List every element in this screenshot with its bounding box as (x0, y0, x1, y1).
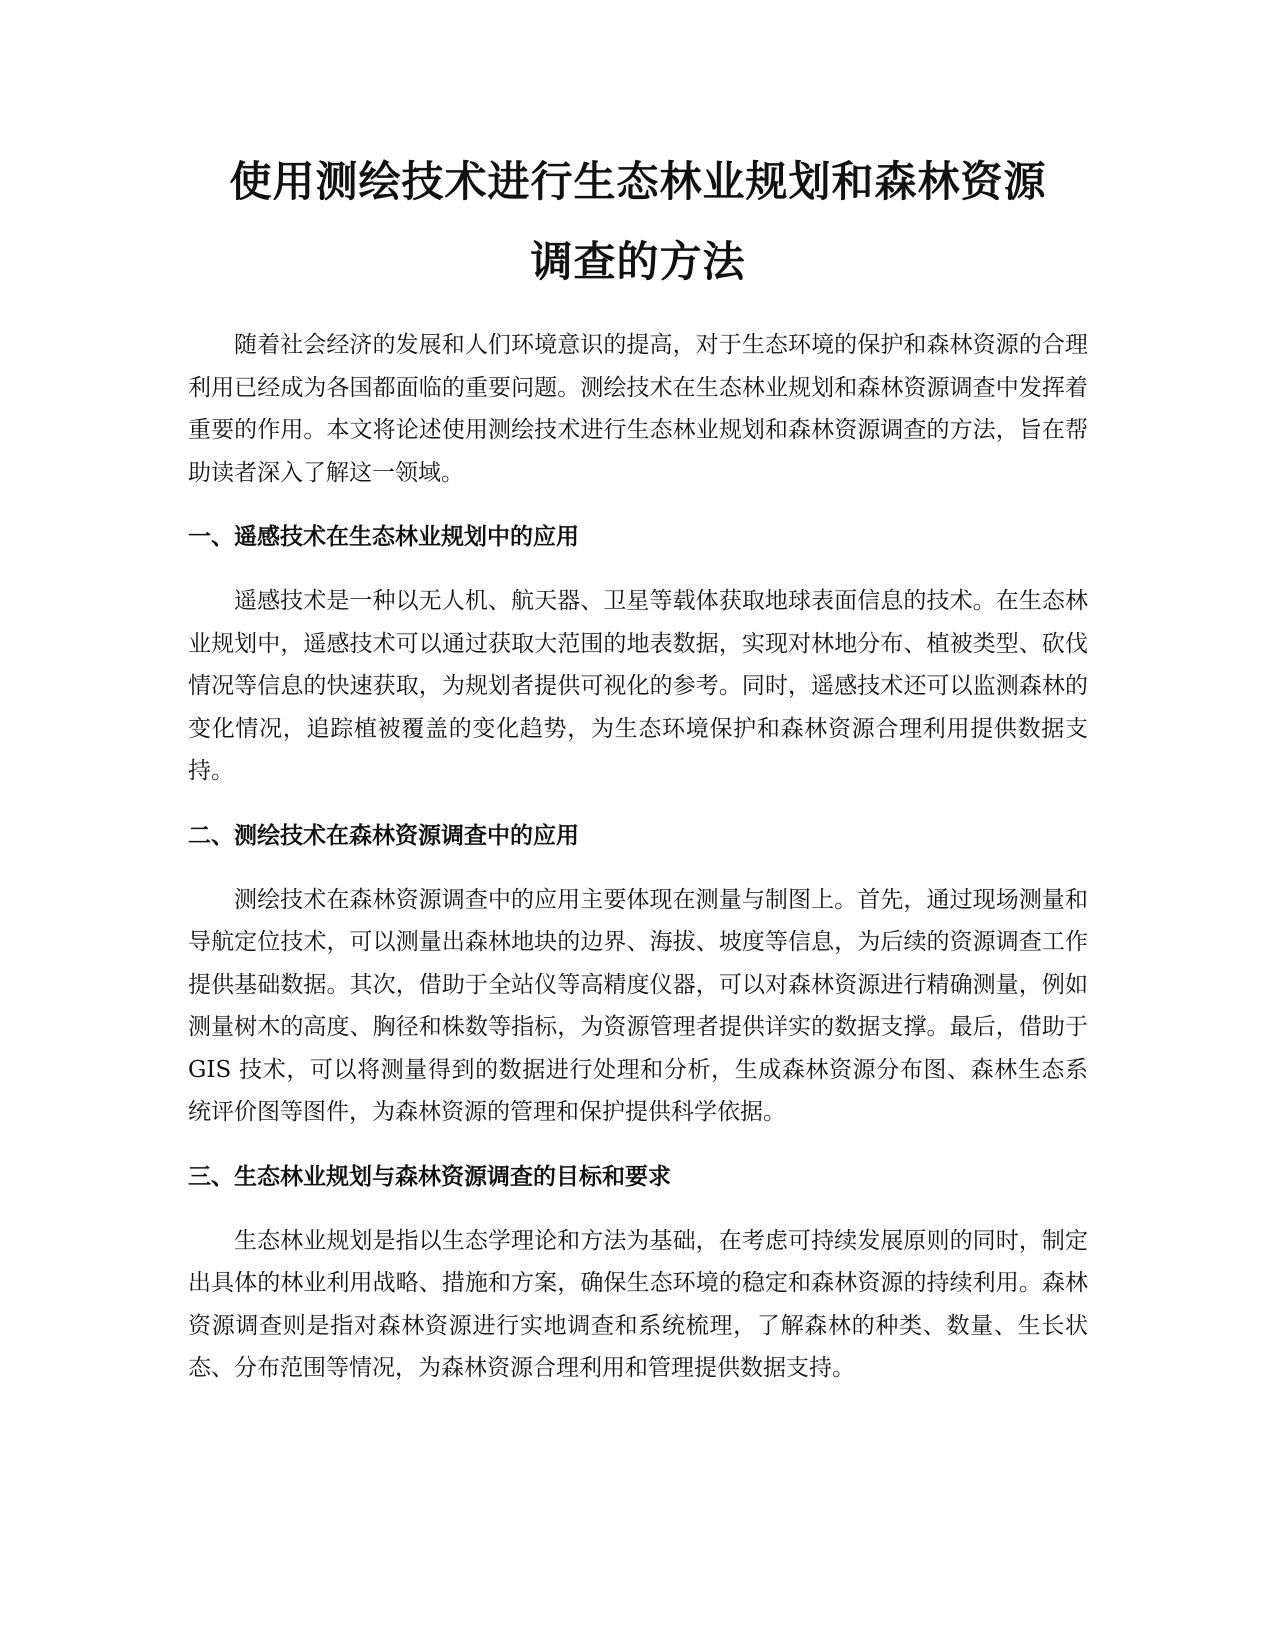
intro-paragraph: 随着社会经济的发展和人们环境意识的提高，对于生态环境的保护和森林资源的合理利用已经成为各国都面临的重要问题。测绘技术在生态林业规划和森林资源调查中发挥着重要的作用。本文将论述使用测绘技术进行生态林业规划和森林资源调查的方法，旨在帮助读者深入了解这一领域。 (188, 332, 1088, 486)
section-1-heading: 一、遥感技术在生态林业规划中的应用 (188, 524, 579, 550)
section-3-heading: 三、生态林业规划与森林资源调查的目标和要求 (188, 1163, 671, 1190)
section-1-paragraph: 遥感技术是一种以无人机、航天器、卫星等载体获取地球表面信息的技术。在生态林业规划中，遥感技术可以通过获取大范围的地表数据，实现对林地分布、植被类型、砍伐情况等信息的快速获取，为规划者提供可视化的参考。同时，遥感技术还可以监测森林的变化情况，追踪植被覆盖的变化趋势，为生态环境保护和森林资源合理利用提供数据支持。 (188, 588, 1088, 784)
title-line-2: 调查的方法 (530, 237, 746, 286)
section-2-paragraph: 测绘技术在森林资源调查中的应用主要体现在测量与制图上。首先，通过现场测量和导航定位技术，可以测量出森林地块的边界、海拔、坡度等信息，为后续的资源调查工作提供基础数据。其次，借助于全站仪等高精度仪器，可以对森林资源进行精确测量，例如测量树木的高度、胸径和株数等指标，为资源管理者提供详实的数据支撑。最后，借助于 GIS 技术，可以将测量得到的数据进行处理和分析，生成森林资源分布图、森林生态系统评价图等图件，为森林资源的管理和保护提供科学依据。 (188, 886, 1088, 1125)
title-line-1: 使用测绘技术进行生态林业规划和森林资源 (229, 157, 1047, 206)
document-title (188, 142, 1088, 302)
section-3-paragraph: 生态林业规划是指以生态学理论和方法为基础，在考虑可持续发展原则的同时，制定出具体的林业利用战略、措施和方案，确保生态环境的稳定和森林资源的持续利用。森林资源调查则是指对森林资源进行实地调查和系统梳理，了解森林的种类、数量、生长状态、分布范围等情况，为森林资源合理利用和管理提供数据支持。 (188, 1227, 1088, 1381)
document-content (188, 142, 1088, 1390)
section-2-heading: 二、测绘技术在森林资源调查中的应用 (188, 822, 579, 849)
